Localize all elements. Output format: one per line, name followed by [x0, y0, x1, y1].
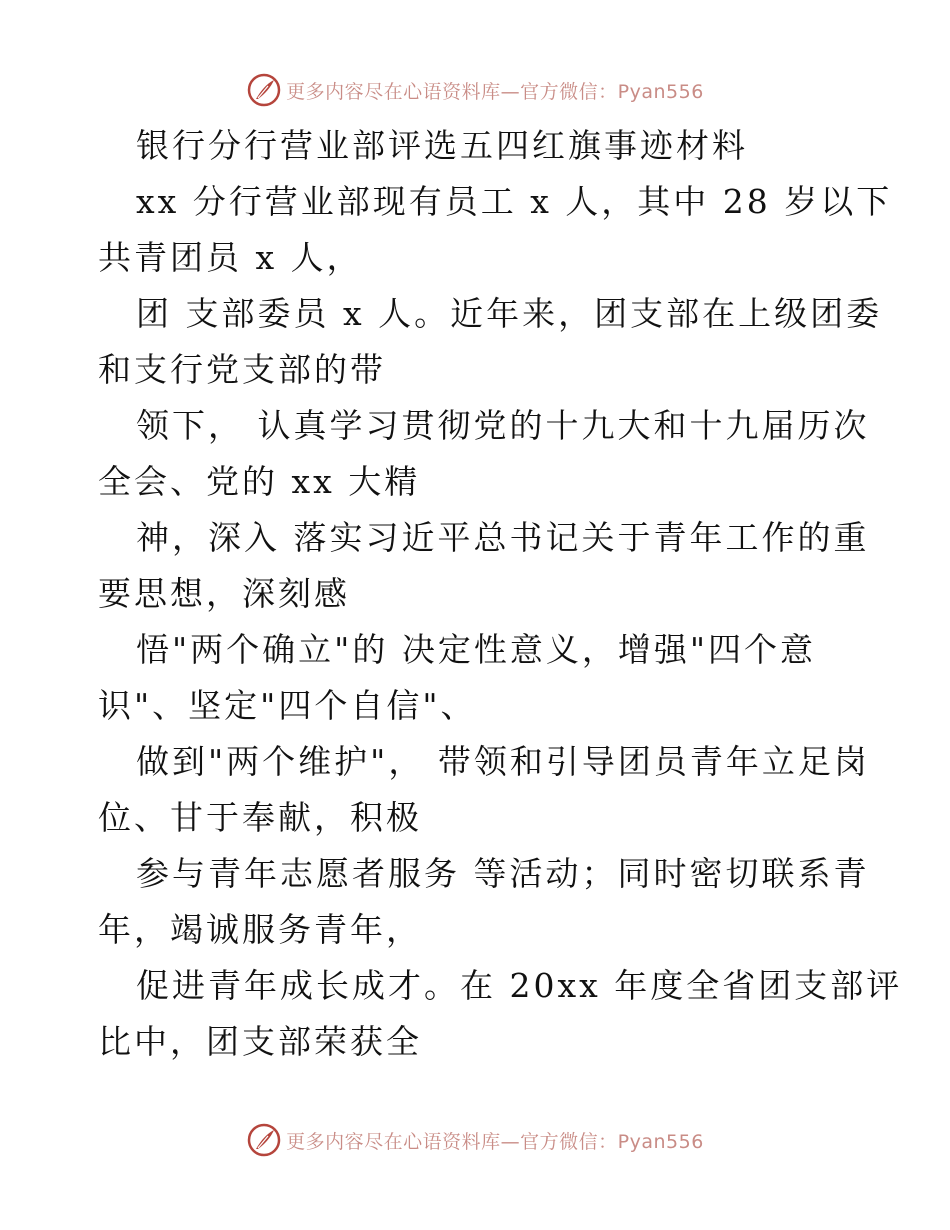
header-watermark [0, 70, 950, 110]
paragraph-line: 和支行党支部的带 [98, 350, 386, 389]
paragraph-line: 共青团员 x 人， [98, 238, 363, 277]
paragraph-line: 银行分行营业部评选五四红旗事迹材料 [136, 126, 748, 165]
watermark-text: 更多内容尽在心语资料库—官方微信：Pyan556 [286, 80, 704, 103]
paragraph-line: 悟"两个确立"的 决定性意义，增强"四个意 [136, 630, 817, 669]
paragraph-line: 做到"两个维护"， 带领和引导团员青年立足岗 [136, 742, 870, 781]
paragraph-line: 团 支部委员 x 人。近年来，团支部在上级团委 [136, 294, 883, 333]
paragraph-line: 全会、党的 xx 大精 [98, 462, 421, 501]
paragraph-line: xx 分行营业部现有员工 x 人，其中 28 岁以下 [136, 182, 893, 221]
footer-watermark [0, 1120, 950, 1160]
watermark-text: 更多内容尽在心语资料库—官方微信：Pyan556 [286, 1130, 704, 1153]
paragraph-line: 比中，团支部荣获全 [98, 1022, 422, 1061]
paragraph-line: 促进青年成长成才。在 20xx 年度全省团支部评 [136, 966, 903, 1005]
feather-pen-icon [246, 72, 282, 108]
paragraph-line: 参与青年志愿者服务 等活动；同时密切联系青 [136, 854, 870, 893]
paragraph-line: 识"、坚定"四个自信"、 [98, 686, 477, 725]
paragraph-line: 要思想，深刻感 [98, 574, 350, 613]
document-body [98, 118, 903, 1070]
paragraph-line: 领下， 认真学习贯彻党的十九大和十九届历次 [136, 406, 870, 445]
paragraph-line: 神，深入 落实习近平总书记关于青年工作的重 [136, 518, 870, 557]
feather-pen-icon [246, 1122, 282, 1158]
paragraph-line: 年，竭诚服务青年， [98, 910, 422, 949]
paragraph-line: 位、甘于奉献，积极 [98, 798, 422, 837]
